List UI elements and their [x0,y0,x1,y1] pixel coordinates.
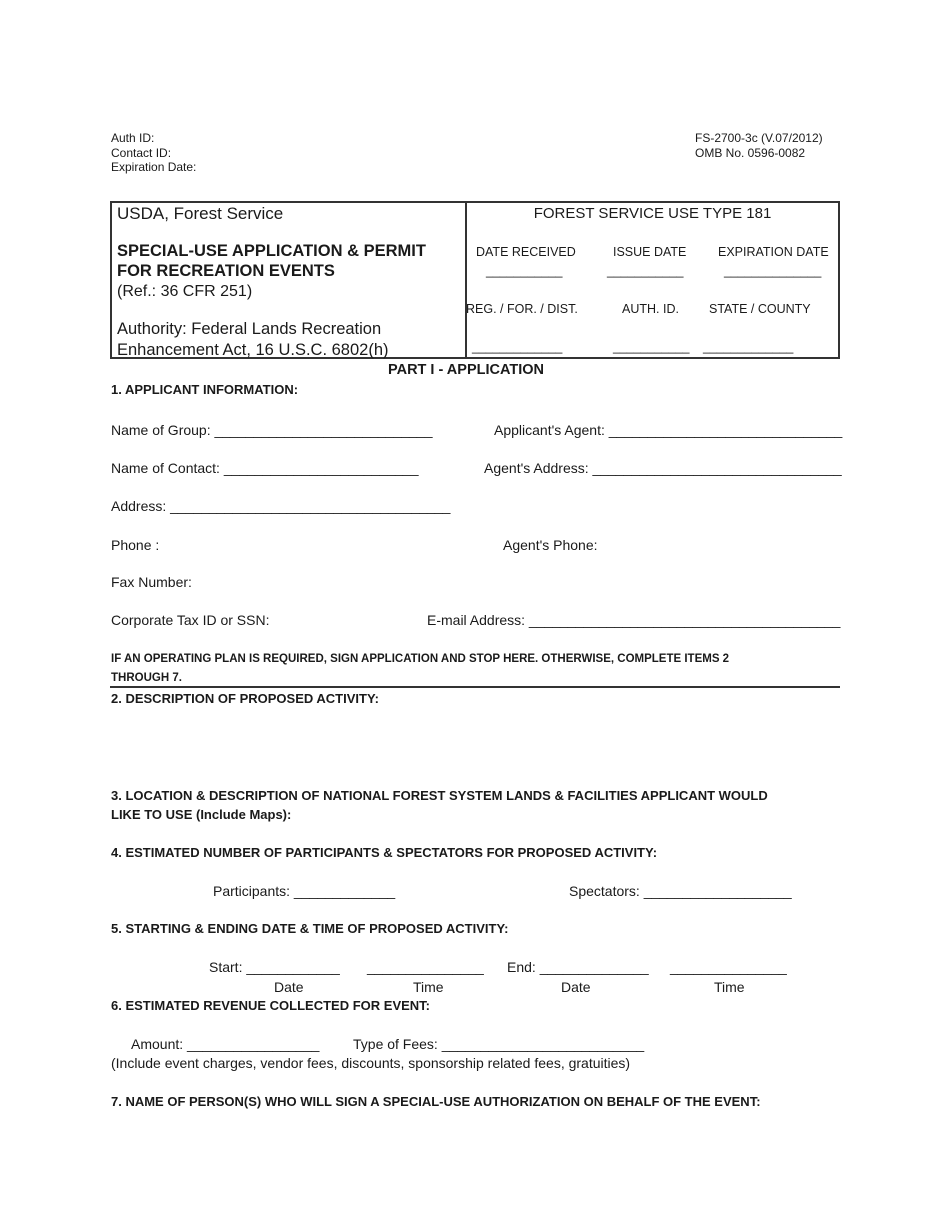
auth-id-blank[interactable]: ___________ [613,340,690,354]
revenue-note: (Include event charges, vendor fees, discounts, sponsorship related fees, gratuities) [111,1055,631,1071]
reference: (Ref.: 36 CFR 251) [117,283,253,300]
state-county-label: STATE / COUNTY [709,302,811,316]
start-time-caption: Time [413,979,444,995]
section3-heading-line1: 3. LOCATION & DESCRIPTION OF NATIONAL FOREST SYSTEM LANDS & FACILITIES APPLICANT WOULD [111,788,768,803]
section4-heading: 4. ESTIMATED NUMBER OF PARTICIPANTS & SPECTATORS FOR PROPOSED ACTIVITY: [111,845,658,860]
form-title-line2: FOR RECREATION EVENTS [117,262,335,280]
header-divider [465,201,467,359]
reg-for-dist-label: REG. / FOR. / DIST. [466,302,578,316]
fax-number-field[interactable]: Fax Number: [111,574,192,590]
form-title-line1: SPECIAL-USE APPLICATION & PERMIT [117,242,426,260]
date-received-label: DATE RECEIVED [476,245,576,259]
start-date-caption: Date [274,979,304,995]
auth-id-header-label: AUTH. ID. [622,302,679,316]
phone-field[interactable]: Phone : [111,537,160,553]
section3-heading-line2: LIKE TO USE (Include Maps): [111,807,292,822]
operating-plan-notice-line2: THROUGH 7. [111,672,182,684]
use-type: FOREST SERVICE USE TYPE 181 [533,205,772,222]
expiration-date-label: Expiration Date: [111,160,197,174]
section-divider [110,686,840,688]
address-field[interactable]: Address: ____________________________________ [111,498,451,514]
start-date-field[interactable]: Start: ____________ [209,959,340,975]
name-of-contact-field[interactable]: Name of Contact: _________________________ [111,460,419,476]
agency-name: USDA, Forest Service [117,204,284,223]
contact-id-label: Contact ID: [111,146,172,160]
end-time-field[interactable]: _______________ [670,959,787,975]
start-time-field[interactable]: _______________ [367,959,484,975]
participants-field[interactable]: Participants: _____________ [213,883,396,899]
reg-for-dist-blank[interactable]: _____________ [472,340,563,354]
section6-heading: 6. ESTIMATED REVENUE COLLECTED FOR EVENT: [111,998,431,1013]
email-field[interactable]: E-mail Address: ________________________________________ [427,612,841,628]
expiration-date-blank[interactable]: ______________ [724,264,822,278]
date-received-blank[interactable]: ___________ [486,264,563,278]
end-date-field[interactable]: End: ______________ [507,959,649,975]
end-time-caption: Time [714,979,745,995]
form-number: FS-2700-3c (V.07/2012) [695,131,823,145]
expiration-date-header-label: EXPIRATION DATE [718,245,829,259]
applicants-agent-field[interactable]: Applicant's Agent: ______________________________ [494,422,843,438]
amount-field[interactable]: Amount: _________________ [131,1036,320,1052]
type-of-fees-field[interactable]: Type of Fees: __________________________ [353,1036,645,1052]
tax-id-field[interactable]: Corporate Tax ID or SSN: [111,612,270,628]
section7-heading: 7. NAME OF PERSON(S) WHO WILL SIGN A SPECIAL-USE AUTHORIZATION ON BEHALF OF THE EVENT: [111,1094,761,1109]
auth-id-label: Auth ID: [111,131,155,145]
section2-heading: 2. DESCRIPTION OF PROPOSED ACTIVITY: [111,691,379,706]
omb-number: OMB No. 0596-0082 [695,146,806,160]
section1-heading: 1. APPLICANT INFORMATION: [111,382,299,397]
end-date-caption: Date [561,979,591,995]
agents-address-field[interactable]: Agent's Address: ________________________________ [484,460,842,476]
authority-line2: Enhancement Act, 16 U.S.C. 6802(h) [117,341,389,359]
section5-heading: 5. STARTING & ENDING DATE & TIME OF PROPOSED ACTIVITY: [111,921,509,936]
authority-line1: Authority: Federal Lands Recreation [117,320,382,338]
agents-phone-field[interactable]: Agent's Phone: [503,537,598,553]
issue-date-label: ISSUE DATE [613,245,687,259]
spectators-field[interactable]: Spectators: ___________________ [569,883,792,899]
issue-date-blank[interactable]: ___________ [607,264,684,278]
name-of-group-field[interactable]: Name of Group: ____________________________ [111,422,433,438]
state-county-blank[interactable]: _____________ [703,340,794,354]
operating-plan-notice-line1: IF AN OPERATING PLAN IS REQUIRED, SIGN APPLICATION AND STOP HERE. OTHERWISE, COMPLETE ITEMS 2 [111,653,730,665]
part-title: PART I - APPLICATION [388,362,545,378]
